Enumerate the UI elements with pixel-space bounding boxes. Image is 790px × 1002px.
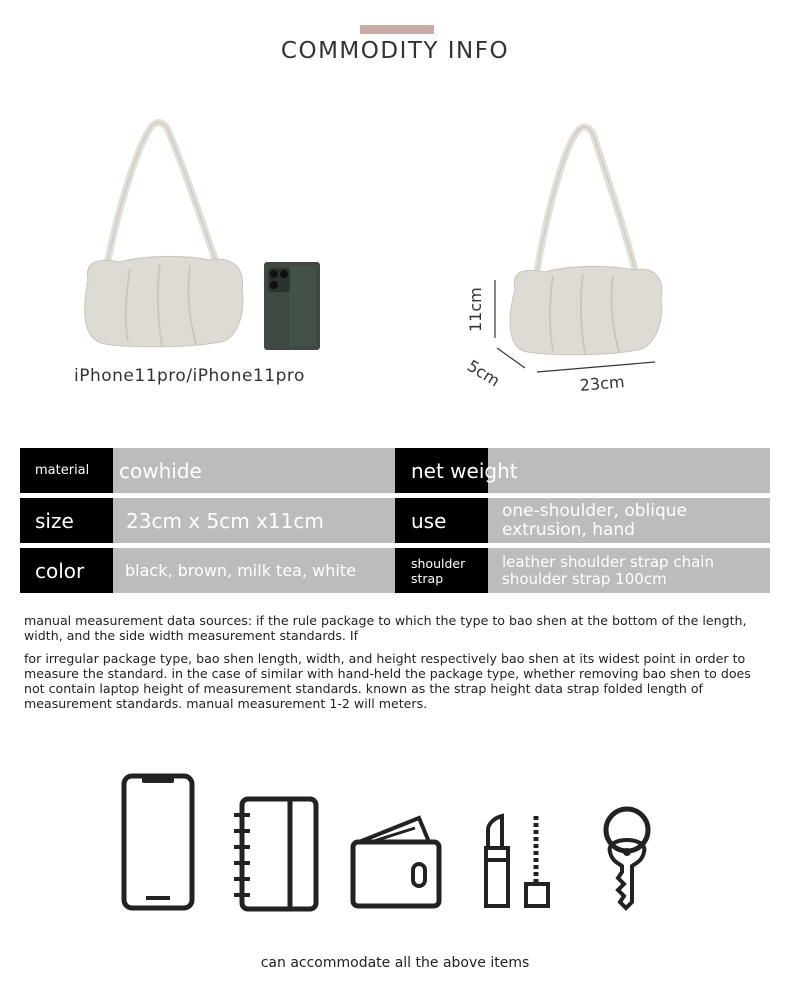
key-icon <box>600 806 654 912</box>
bag-strap <box>108 123 216 262</box>
spec-label-shoulder-strap <box>395 548 488 593</box>
spec-value-shoulder-strap <box>488 548 770 593</box>
bag-body <box>85 256 243 346</box>
spec-value-material: cowhide <box>113 448 395 493</box>
spec-label-size: size <box>20 498 113 543</box>
spec-label-use: use <box>395 498 488 543</box>
dimension-line-width <box>537 362 655 372</box>
dimension-width-label: 23cm <box>579 372 626 395</box>
bag-with-phone-photo <box>60 110 350 360</box>
phone-icon <box>120 772 196 912</box>
notebook-icon <box>232 795 322 915</box>
wallet-icon <box>349 812 443 912</box>
spec-label-strap-line1: shoulder <box>411 555 466 571</box>
spec-value-use-line2: extrusion, hand <box>502 519 635 540</box>
spec-value-size: 23cm x 5cm x11cm <box>113 498 395 543</box>
spec-value-use <box>488 498 770 543</box>
lipstick-mascara-icon <box>480 812 554 912</box>
spec-value-net-weight <box>675 448 770 493</box>
dimension-line-depth <box>497 348 525 368</box>
measurement-note-1: manual measurement data sources: if the rule package to which the type to bao shen at the bottom of the length, width, and the side width measurement standards. If <box>24 613 747 643</box>
spec-label-strap-line2: strap <box>411 570 444 586</box>
spec-value-color: black, brown, milk tea, white <box>113 548 395 593</box>
spec-label-net-weight <box>395 448 675 493</box>
phone-comparison-caption: iPhone11pro/iPhone11pro <box>74 366 305 386</box>
bag-body <box>510 266 662 354</box>
page-title: COMMODITY INFO <box>280 38 510 64</box>
spec-label-color: color <box>20 548 113 593</box>
title-accent-bar <box>360 25 434 34</box>
dimension-depth-label: 5cm <box>463 356 504 391</box>
spec-value-use-line1: one-shoulder, oblique <box>502 500 688 521</box>
spec-value-strap-line1: leather shoulder strap chain <box>502 552 714 571</box>
measurement-note-2: for irregular package type, bao shen length, width, and height respectively bao shen at its widest point in order to measure the standard. in the case of similar with hand-held the package type, whether removing bao shen to does not contain laptop height of measurement standards. known as the strap height data strap folded length of measurement standards. manual measurement 1-2 will meters. <box>24 651 751 711</box>
spec-value-strap-line2: shoulder strap 100cm <box>502 569 667 588</box>
spec-label-material: material <box>20 448 113 493</box>
bag-dimension-photo <box>455 110 685 400</box>
items-caption: can accommodate all the above items <box>260 955 530 971</box>
dimension-height-label: 11cm <box>466 287 485 332</box>
spec-label-net-weight-text: net weight <box>411 458 518 483</box>
